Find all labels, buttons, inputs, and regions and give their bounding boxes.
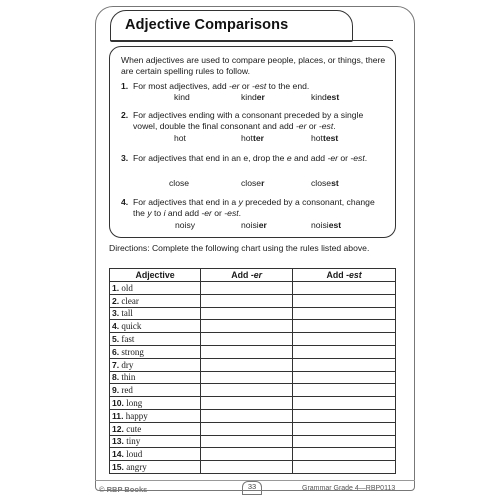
add-est-answer-cell[interactable] [293,358,396,371]
adjective-word: dry [121,359,134,370]
rule-1: 1. For most adjectives, add -er or -est to the end. [121,81,310,91]
rule-4: 4. For adjectives that end in a y preceded by a consonant, change the y to i and add -er or -est. [121,197,375,218]
adjective-word: tiny [126,436,141,447]
adjective-word: long [126,398,143,409]
example-word: hottest [311,133,339,143]
table-row [110,409,396,422]
add-er-answer-cell[interactable] [201,345,293,358]
add-er-answer-cell[interactable] [201,448,293,461]
example-word: hot [174,133,186,143]
example-word: noisy [175,220,196,230]
table-row [110,448,396,461]
add-est-answer-cell[interactable] [293,333,396,346]
add-er-answer-cell[interactable] [201,307,293,320]
row-number: 9. [112,385,120,396]
add-est-answer-cell[interactable] [293,461,396,474]
adjective-cell [110,294,201,307]
table-row [110,307,396,320]
example-word: hotter [241,133,264,143]
add-er-answer-cell[interactable] [201,371,293,384]
row-number: 11. [112,410,124,421]
rule-number: 4. [121,197,129,207]
adjective-cell [110,384,201,397]
adjective-word: quick [121,321,142,332]
add-er-answer-cell[interactable] [201,435,293,448]
column-header-add-est: Add -est [293,269,396,282]
adjective-word: clear [121,295,139,306]
adjective-word: fast [121,334,135,345]
add-est-answer-cell[interactable] [293,384,396,397]
adjective-cell [110,358,201,371]
add-est-answer-cell[interactable] [293,320,396,333]
adjective-word: thin [121,372,136,383]
row-number: 1. [112,282,120,293]
add-er-answer-cell[interactable] [201,282,293,295]
add-est-answer-cell[interactable] [293,371,396,384]
add-er-answer-cell[interactable] [201,358,293,371]
rule-2: 2. For adjectives ending with a consonant preceded by a single vowel, double the final consonant and add -er or -est. [121,110,364,131]
row-number: 8. [112,372,120,383]
add-er-answer-cell[interactable] [201,333,293,346]
table-row [110,294,396,307]
table-header-row [110,269,396,282]
adjective-cell [110,320,201,333]
row-number: 2. [112,295,120,306]
row-number: 10. [112,398,124,409]
row-number: 3. [112,308,120,319]
row-number: 5. [112,334,120,345]
adjective-word: tall [121,308,133,319]
adjective-cell [110,422,201,435]
adjective-cell [110,409,201,422]
table-row [110,422,396,435]
adjective-cell [110,448,201,461]
title-rule [110,40,393,41]
table-row [110,384,396,397]
example-word: noisier [241,220,267,230]
add-est-answer-cell[interactable] [293,409,396,422]
rule-number: 2. [121,110,129,120]
directions-text: Directions: Complete the following chart using the rules listed above. [109,243,370,253]
add-est-answer-cell[interactable] [293,422,396,435]
rule-number: 1. [121,81,129,91]
table-row [110,320,396,333]
column-header-adjective: Adjective [110,269,201,282]
adjective-word: angry [126,462,147,473]
row-number: 15. [112,462,124,473]
add-est-answer-cell[interactable] [293,448,396,461]
publisher-logo: © RBP Books [99,485,148,494]
adjective-cell [110,435,201,448]
add-est-answer-cell[interactable] [293,435,396,448]
example-word: kindest [311,92,340,102]
row-number: 7. [112,359,120,370]
example-word: closest [311,178,339,188]
rules-intro: When adjectives are used to compare people, places, or things, there are certain spelling rules to follow. [121,55,386,76]
adjective-cell [110,371,201,384]
table-row [110,358,396,371]
rule-number: 3. [121,153,129,163]
title-tab [110,10,353,42]
add-er-answer-cell[interactable] [201,320,293,333]
rules-box [109,46,396,238]
column-header-add-er: Add -er [201,269,293,282]
adjective-word: strong [121,346,144,357]
row-number: 14. [112,449,124,460]
adjective-cell [110,397,201,410]
row-number: 4. [112,321,120,332]
page-title: Adjective Comparisons [125,17,289,33]
rule-3: 3. For adjectives that end in an e, drop the e and add -er or -est. [121,153,368,163]
add-er-answer-cell[interactable] [201,384,293,397]
table-row [110,345,396,358]
example-word: kind [174,92,190,102]
adjective-cell [110,345,201,358]
table-row [110,397,396,410]
table-row [110,282,396,295]
add-est-answer-cell[interactable] [293,282,396,295]
add-est-answer-cell[interactable] [293,345,396,358]
add-er-answer-cell[interactable] [201,397,293,410]
row-number: 6. [112,346,120,357]
example-word: noisiest [311,220,342,230]
table-row [110,461,396,474]
add-er-answer-cell[interactable] [201,294,293,307]
adjective-cell [110,307,201,320]
example-word: kinder [241,92,265,102]
adjective-word: old [121,282,133,293]
row-number: 12. [112,423,124,434]
adjective-cell [110,461,201,474]
example-word: closer [241,178,265,188]
add-er-answer-cell[interactable] [201,461,293,474]
row-number: 13. [112,436,124,447]
adjective-word: red [121,385,133,396]
adjective-word: cute [126,423,142,434]
book-code: Grammar Grade 4—RBP0113 [302,485,396,492]
add-er-answer-cell[interactable] [201,409,293,422]
comparison-chart [109,268,396,474]
table-row [110,435,396,448]
adjective-word: loud [126,449,143,460]
add-er-answer-cell[interactable] [201,422,293,435]
table-row [110,371,396,384]
page-number: 33 [242,481,262,495]
adjective-cell [110,333,201,346]
example-word: close [169,178,190,188]
add-est-answer-cell[interactable] [293,307,396,320]
add-est-answer-cell[interactable] [293,294,396,307]
adjective-word: happy [125,410,148,421]
add-est-answer-cell[interactable] [293,397,396,410]
adjective-cell [110,282,201,295]
table-row [110,333,396,346]
